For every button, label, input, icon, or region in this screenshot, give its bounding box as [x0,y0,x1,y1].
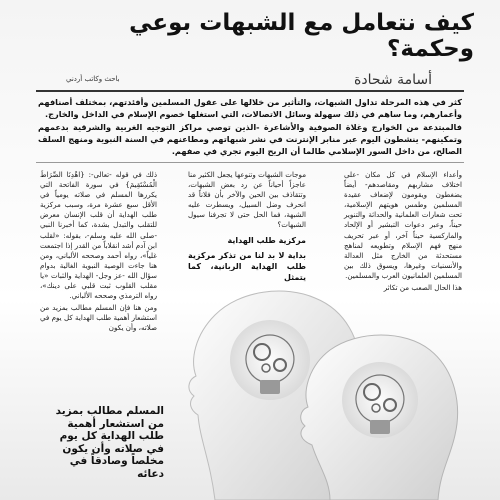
author-role: باحث وكاتب أردني [66,75,120,83]
body-paragraph: ومن هنا فإن المسلم مطالب بمزيد من استشعار أهمية طلب الهداية كل يوم في صلاته، وأن يكون [40,303,157,333]
lead-paragraph: فالمبتدعة من الخوارج وغلاة الصوفية والأشاعرة -الذين توصي مراكز التوجيه الغربية والشرقية بدعمهم وتمكينهم- ينشطون اليوم عبر منابر الإنترنت في نشر شبهاتهم ومطاعنهم في السنة النبوية ومنهج السلف الصالح، من داخل السور الإسلامي طالما أن الريح اليوم تجري في صفهم. [38,121,462,157]
title-divider [36,90,464,92]
body-paragraph: موجات الشبهات وتنوعها يجعل الكثير منا عاجزاً أحياناً عن رد بعض الشبهات، وتتقاذف بين الحين والآخر بأن فلاناً قد انحرف وضل السبيل، ويسطرت عليه الشبهة، فما الحل حتى لا تجرفنا سيول الشبهات؟ [188,170,306,230]
body-paragraph: ذلك في قوله -تعالى-: {اهْدِنَا الصِّرَاطَ الْمُسْتَقِيمَ} في سورة الفاتحة التي يكررها المسلم في صلاته يومياً في الأقل سبع عشرة مرة، وسبب مركزية طلب الهداية أن قلب الإنسان معرض للتقلب والتبدل بشدة، كما أخبرنا النبي -صلى الله عليه وسلم-، بقوله: «لقلب ابن آدم أشد انقلاباً من القدر إذا اجتمعت غلياً»، رواه أحمد وصححه الألباني، ومن هنا جاءت الوصية النبوية الغالية بدوام سؤال الله -عز وجل- الهداية والثبات «يا مقلب القلوب ثبت قلبي على دينك»، رواه الترمذي وصححه الألباني. [40,170,157,301]
body-paragraph: وأعداء الإسلام في كل مكان -على اختلاف مشاربهم ومقاصدهم- أيضاً يضغطون ويقومون لإضعاف عقيدة المسلمين وطمس هويتهم الإسلامية، تحت شعارات العلمانية والحداثة والتنوير حيناً، وعبر دعوات التبشير أو الإلحاد والماركسية حيناً آخر، أو عبر تحريف منهج فهم الإسلام وتطويعه لمناهج مستحدثة من الخارج مثل العدالة والأنسنيات وغيرها، ويسوق ذلك بين المسلمين العلمانيون العرب والمسلمين. [344,170,462,280]
author-name: أسامة شحادة [354,72,432,88]
column-right [344,170,462,295]
column-left [40,170,157,336]
section-subheading: مركزية طلب الهداية [227,235,306,245]
column-middle [188,170,306,283]
lead-divider [36,162,464,163]
article-title: كيف نتعامل مع الشبهات بوعي وحكمة؟ [129,10,474,62]
article-lead [38,96,462,157]
head-silhouette-front [301,335,458,500]
pull-quote: المسلم مطالب بمزيد من استشعار أهمية طلب الهداية كل يوم في صلاته وأن يكون مخلصاً وصادقاً في دعائه [55,405,164,480]
body-paragraph: هذا الحال الصعب من تكاثر [383,283,462,293]
section-subheading-emphasis: بداية لا بد لنا من تذكر مركزية طلب الهداية الربانية، كما يتمثل [188,250,306,282]
lead-paragraph: كثر في هذه المرحلة تداول الشبهات، والتأثير من خلالها على عقول المسلمين وأفئدتهم، بمختلف أصنافهم وأعمارهم، وما ساهم في ذلك سهولة وسائل الاتصالات، التي استغلها خصوم الإسلام في الداخل والخارج. [38,97,462,120]
